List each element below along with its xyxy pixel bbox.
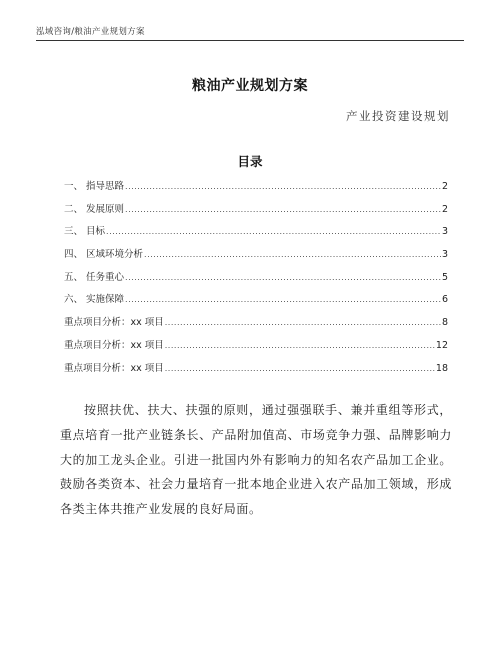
- toc-item-page: 3: [441, 249, 448, 261]
- toc-dot-leader: [125, 295, 441, 304]
- toc-item-page: 8: [441, 317, 448, 329]
- toc-item-page: 2: [441, 181, 448, 192]
- toc-item-project-analysis-3[interactable]: [64, 360, 448, 383]
- toc-item-principles[interactable]: [64, 201, 448, 224]
- toc-item-page: 18: [435, 362, 448, 374]
- toc-item-label: 五、 任务重心: [64, 271, 125, 283]
- toc-dot-leader: [106, 227, 441, 236]
- toc-dot-leader: [125, 182, 441, 191]
- toc-item-label: 六、 实施保障: [64, 294, 125, 306]
- toc-item-implementation[interactable]: [64, 291, 448, 314]
- toc-dot-leader: [125, 273, 441, 282]
- toc-item-project-analysis-2[interactable]: [64, 337, 448, 360]
- toc-item-guiding-ideas[interactable]: [64, 178, 448, 201]
- page-header: [36, 26, 464, 41]
- toc-dot-leader: [144, 250, 441, 259]
- toc-item-page: 6: [441, 294, 448, 306]
- toc-item-label: 二、 发展原则: [64, 203, 125, 215]
- body-paragraph: 按照扶优、扶大、扶强的原则，通过强强联手、兼并重组等形式，重点培育一批产业链条长、产品附加值高、市场竞争力强、品牌影响力大的加工龙头企业。引进一批国内外有影响力的知名农产品加工企业。鼓励各类资本、社会力量培育一批本地企业进入农产品加工领域，形成各类主体共推产业发展的良好局面。: [60, 403, 452, 517]
- toc-item-page: 12: [435, 339, 448, 351]
- toc-item-page: 2: [441, 203, 448, 215]
- toc-item-label: 四、 区域环境分析: [64, 249, 144, 261]
- toc-heading: 目录: [237, 154, 263, 169]
- toc-dot-leader: [165, 318, 441, 327]
- table-of-contents: [64, 178, 448, 382]
- toc-item-label: 一、 指导思路: [64, 181, 125, 192]
- toc-item-page: 5: [441, 271, 448, 283]
- document-title: 粮油产业规划方案: [192, 78, 308, 94]
- toc-dot-leader: [165, 364, 435, 373]
- toc-item-page: 3: [441, 226, 448, 238]
- toc-dot-leader: [125, 205, 441, 214]
- toc-item-goals[interactable]: [64, 223, 448, 246]
- toc-item-label: 重点项目分析：xx 项目: [64, 317, 164, 329]
- toc-item-label: 重点项目分析：xx 项目: [64, 339, 164, 351]
- document-subtitle: 产业投资建设规划: [346, 109, 450, 123]
- toc-item-label: 三、 目标: [64, 226, 106, 238]
- toc-item-label: 重点项目分析：xx 项目: [64, 362, 164, 374]
- toc-item-regional-analysis[interactable]: [64, 246, 448, 269]
- header-text: 泓域咨询/粮油产业规划方案: [36, 27, 145, 37]
- toc-dot-leader: [165, 341, 435, 350]
- toc-item-key-tasks[interactable]: [64, 269, 448, 292]
- toc-item-project-analysis-1[interactable]: [64, 314, 448, 337]
